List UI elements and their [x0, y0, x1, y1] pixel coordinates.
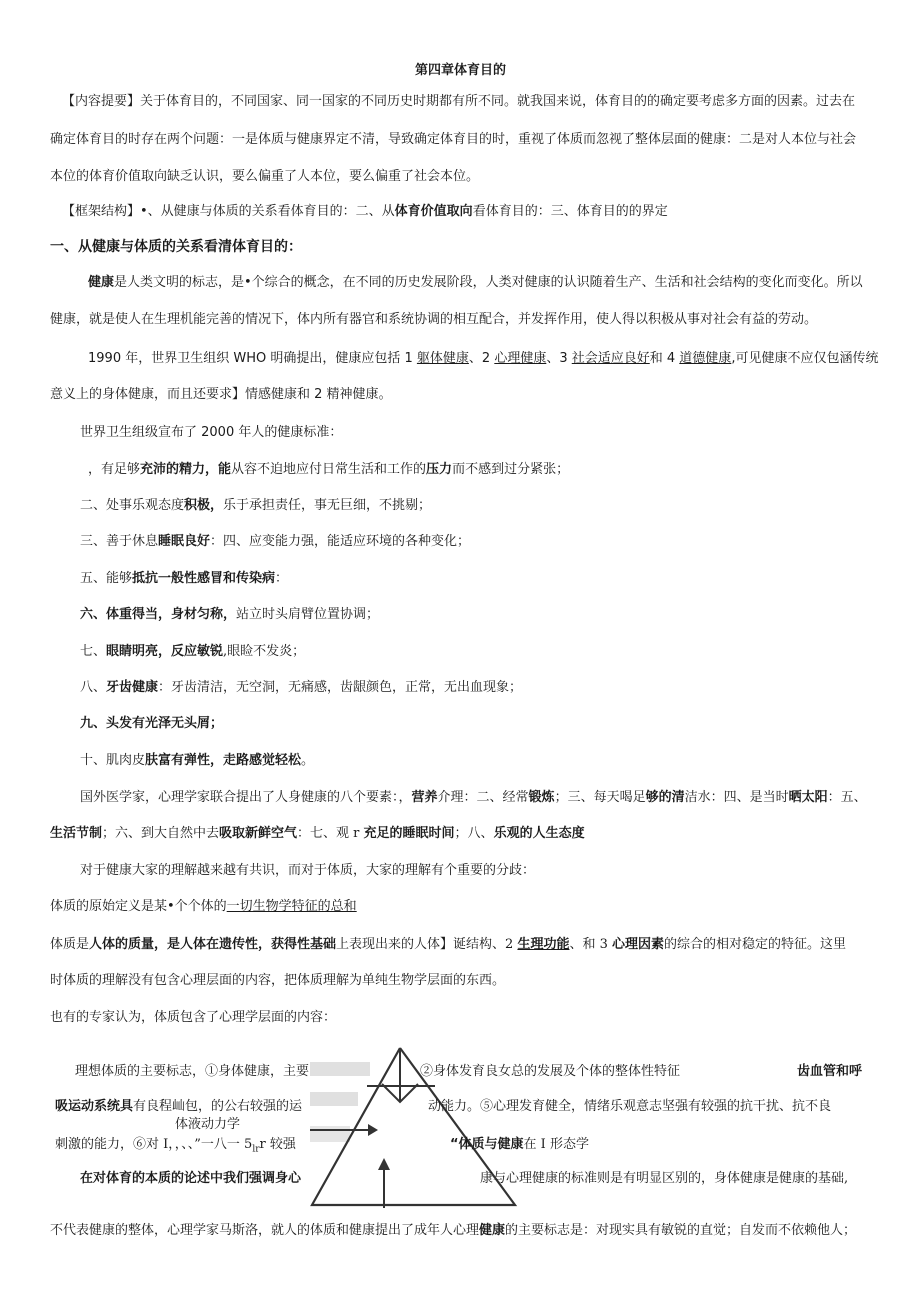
who-para-line-2 — [50, 386, 392, 404]
s10c: 。 — [301, 753, 315, 768]
cp-c: 上表现出来的人体】诞结构、2 — [336, 937, 518, 952]
summary-line-3: 本位的体育价值取向缺乏认识，要么偏重了人本位，要么偏重了社会本位。 — [50, 169, 480, 184]
standard-3 — [80, 533, 470, 551]
summary-line-2: 确定体育目的时存在两个问题：一是体质与健康界定不清，导致确定体育目的时，重视了体质而忽视了整体层面的健康：二是对人本位与社会 — [50, 132, 857, 147]
figure-row-3d — [450, 1136, 589, 1154]
framework-line — [62, 203, 668, 221]
f1a: 国外医学家，心理学家联合提出了人身健康的八个要素：， — [80, 790, 412, 805]
figure-row-2c: 动能力。⑤心理发育健全，情绪乐观意志坚强有较强的抗干扰、抗不良 — [428, 1099, 832, 1114]
cp-e: 、和 3 — [569, 937, 612, 952]
constitution-para-line-1 — [50, 936, 846, 954]
ll-c: 的主要标志是：对现实具有敏锐的直觉；自发而不依赖他人； — [505, 1223, 857, 1238]
cp-f: 心理因素 — [612, 937, 665, 952]
s3c: ：四、应变能力强，能适应环境的各种变化； — [210, 534, 471, 549]
cp-b: 人体的质量，是人体在遗传性，获得性基础 — [89, 937, 337, 952]
faded-box-2 — [310, 1092, 358, 1106]
f2c: 吸取新鲜空气 — [219, 826, 298, 841]
f2g: 乐观的人生态度 — [493, 826, 585, 841]
f1i: ：五、 — [827, 790, 867, 805]
f1e: ；三、每天喝足 — [554, 790, 646, 805]
who-p5: ,可见健康不应仅包涵传统 — [731, 351, 879, 366]
last-line — [50, 1222, 856, 1240]
standard-7 — [80, 643, 305, 661]
who-u2: 心理健康 — [494, 351, 547, 366]
s3a: 三、善于休息 — [80, 534, 159, 549]
health-para-line-2: 健康，就是使人在生理机能完善的情况下，体内所有器官和系统协调的相互配合，并发挥作用，使人得以积极从事对社会有益的劳动。 — [50, 312, 818, 327]
s7c: ,眼睑不发炎； — [223, 644, 306, 659]
who-u3: 社会适应良好 — [571, 351, 650, 366]
who-p4: 和 4 — [649, 351, 680, 366]
who-line2b: 情感健康和 2 精神健康 — [245, 387, 379, 402]
cp-g: 的综合的相对稳定的特征。这里 — [664, 937, 847, 952]
standard-9: 九、头发有光泽无头屑； — [80, 716, 224, 731]
up-arrow-head — [378, 1158, 390, 1170]
fig-r3c: r 较强 — [259, 1137, 296, 1152]
f1d: 锻炼 — [528, 790, 555, 805]
figure-row-1c: 齿血管和呼 — [797, 1064, 863, 1079]
s2a: 二、处事乐观态度 — [80, 498, 185, 513]
figure-row-1 — [75, 1063, 309, 1081]
who-line2a: 意义上的身体健康，而且还要求】 — [50, 387, 246, 402]
fig-r2a: 吸运动系统具 — [55, 1099, 134, 1114]
s5c: ： — [275, 571, 289, 586]
fig-r3a: 刺激的能力，⑥对 I，，、、”一八一 5 — [55, 1137, 253, 1152]
foreign-para-line-1 — [80, 789, 867, 807]
health-text: 是人类文明的标志，是•个综合的概念，在不同的历史发展阶段，人类对健康的认识随着生产、生活和社会结构的变化而变化。所以 — [114, 275, 863, 290]
standard-6 — [80, 606, 379, 624]
section-heading-1: 一、从健康与体质的关系看清体育目的： — [50, 239, 302, 255]
figure-row-2 — [55, 1098, 302, 1116]
faded-box-3 — [310, 1126, 350, 1142]
who-p1: 1990 年，世界卫生组织 WHO 明确提出，健康应包括 1 — [88, 351, 417, 366]
fig-r2b: 有良程屾包，的公右较强的运 — [133, 1099, 303, 1114]
who-u4: 道德健康 — [679, 351, 732, 366]
health-bold: 健康 — [88, 275, 115, 290]
cp-d: 生理功能 — [517, 937, 570, 952]
divergence-line: 对于健康大家的理解越来越有共识，而对于体质，大家的理解有个重要的分歧： — [80, 863, 536, 878]
s8a: 八、 — [80, 680, 107, 695]
s1e: 而不感到过分紧张； — [452, 462, 570, 477]
expert-line: 也有的专家认为，体质包含了心理学层面的内容： — [50, 1010, 337, 1025]
who-line2c: 。 — [378, 387, 392, 402]
s6a: 六、体重得当，身材匀称， — [80, 607, 237, 622]
faded-box-1 — [310, 1062, 370, 1076]
f2e: 充足的睡眠时间 — [363, 826, 455, 841]
framework-a: 【框架结构】•、从健康与体质的关系看体育目的：二、从 — [62, 204, 395, 219]
framework-c: 看体育目的：三、体育目的的界定 — [472, 204, 668, 219]
who-p2: 、2 — [468, 351, 495, 366]
s7a: 七、 — [80, 644, 107, 659]
constitution-def — [50, 898, 357, 916]
s3b: 睡眠良好 — [158, 534, 211, 549]
f1h: 晒太阳 — [788, 790, 828, 805]
ll-b: 健康 — [479, 1223, 506, 1238]
who-u1: 躯体健康 — [416, 351, 469, 366]
cd-b: 一切生物学特征的总和 — [226, 899, 357, 914]
s7b: 眼睛明亮，反应敏锐 — [106, 644, 224, 659]
fig-r3b: lr — [252, 1144, 260, 1155]
summary-line-1: 【内容提要】关于体育目的，不同国家、同一国家的不同历史时期都有所不同。就我国来说，体育目的的确定要考虑多方面的因素。过去在 — [62, 94, 856, 109]
f1c: 介理：二、经常 — [437, 790, 529, 805]
standard-1 — [88, 461, 569, 479]
s1b: 充沛的精力，能 — [140, 462, 232, 477]
constitution-para-line-2: 时体质的理解没有包含心理层面的内容，把体质理解为单纯生物学层面的东西。 — [50, 973, 506, 988]
s10a: 十、肌肉皮 — [80, 753, 146, 768]
fig-r3e: 在 I 形态学 — [523, 1137, 589, 1152]
s1d: 压力 — [426, 462, 453, 477]
standard-5 — [80, 570, 288, 588]
standard-10 — [80, 752, 314, 770]
f2f: ；八、 — [454, 826, 494, 841]
health-para-line-1 — [88, 274, 863, 292]
fig-r1a: 理想体质的主要标志，①身体健康，主要 — [75, 1064, 310, 1079]
f2b: ；六、到大自然中去 — [102, 826, 220, 841]
s2c: 乐于承担责任，事无巨细，不挑剔； — [223, 498, 432, 513]
figure-row-2d: 体液动力学 — [175, 1117, 241, 1132]
fig-r3d: “体质与健康 — [450, 1137, 524, 1152]
cp-a: 体质是 — [50, 937, 90, 952]
who-2000-heading: 世界卫生组级宣布了 2000 年人的健康标准： — [80, 425, 343, 440]
figure-row-4b: 康与心理健康的标准则是有明显区别的，身体健康是健康的基础, — [480, 1171, 849, 1186]
f1b: 营养 — [411, 790, 438, 805]
ll-a: 不代表健康的整体，心理学家马斯洛，就人的体质和健康提出了成年人心理 — [50, 1223, 480, 1238]
f1g: 洁水：四、是当时 — [684, 790, 789, 805]
s5a: 五、能够 — [80, 571, 133, 586]
s8c: ：牙齿清洁，无空洞，无痛感，齿龈颜色，正常，无出血现象； — [158, 680, 523, 695]
f2a: 生活节制 — [50, 826, 103, 841]
s8b: 牙齿健康 — [106, 680, 159, 695]
left-arrow-head — [368, 1124, 378, 1136]
s1a: ，有足够 — [88, 462, 141, 477]
s2b: 积极， — [184, 498, 224, 513]
framework-b: 体育价值取向 — [394, 204, 473, 219]
figure-row-1b: ②身体发育良女总的发展及个体的整体性特征 — [420, 1064, 681, 1079]
f2d: ：七、观 r — [297, 826, 364, 841]
who-para-line-1 — [88, 350, 878, 368]
cd-a: 体质的原始定义是某•个个体的 — [50, 899, 227, 914]
s1c: 从容不迫地应付日常生活和工作的 — [231, 462, 427, 477]
s10b: 肤富有弹性，走路感觉轻松 — [145, 753, 302, 768]
figure-row-3 — [55, 1136, 296, 1159]
standard-2 — [80, 497, 431, 515]
foreign-para-line-2 — [50, 825, 585, 843]
figure-row-4: 在对体育的本质的论述中我们强调身心 — [80, 1171, 302, 1186]
s5b: 抵抗一般性感冒和传染病 — [132, 571, 276, 586]
f1f: 够的清 — [645, 790, 685, 805]
page-title: 第四章体育目的 — [415, 63, 507, 78]
who-p3: 、3 — [546, 351, 572, 366]
standard-8 — [80, 679, 522, 697]
s6b: 站立时头肩臂位置协调； — [236, 607, 380, 622]
